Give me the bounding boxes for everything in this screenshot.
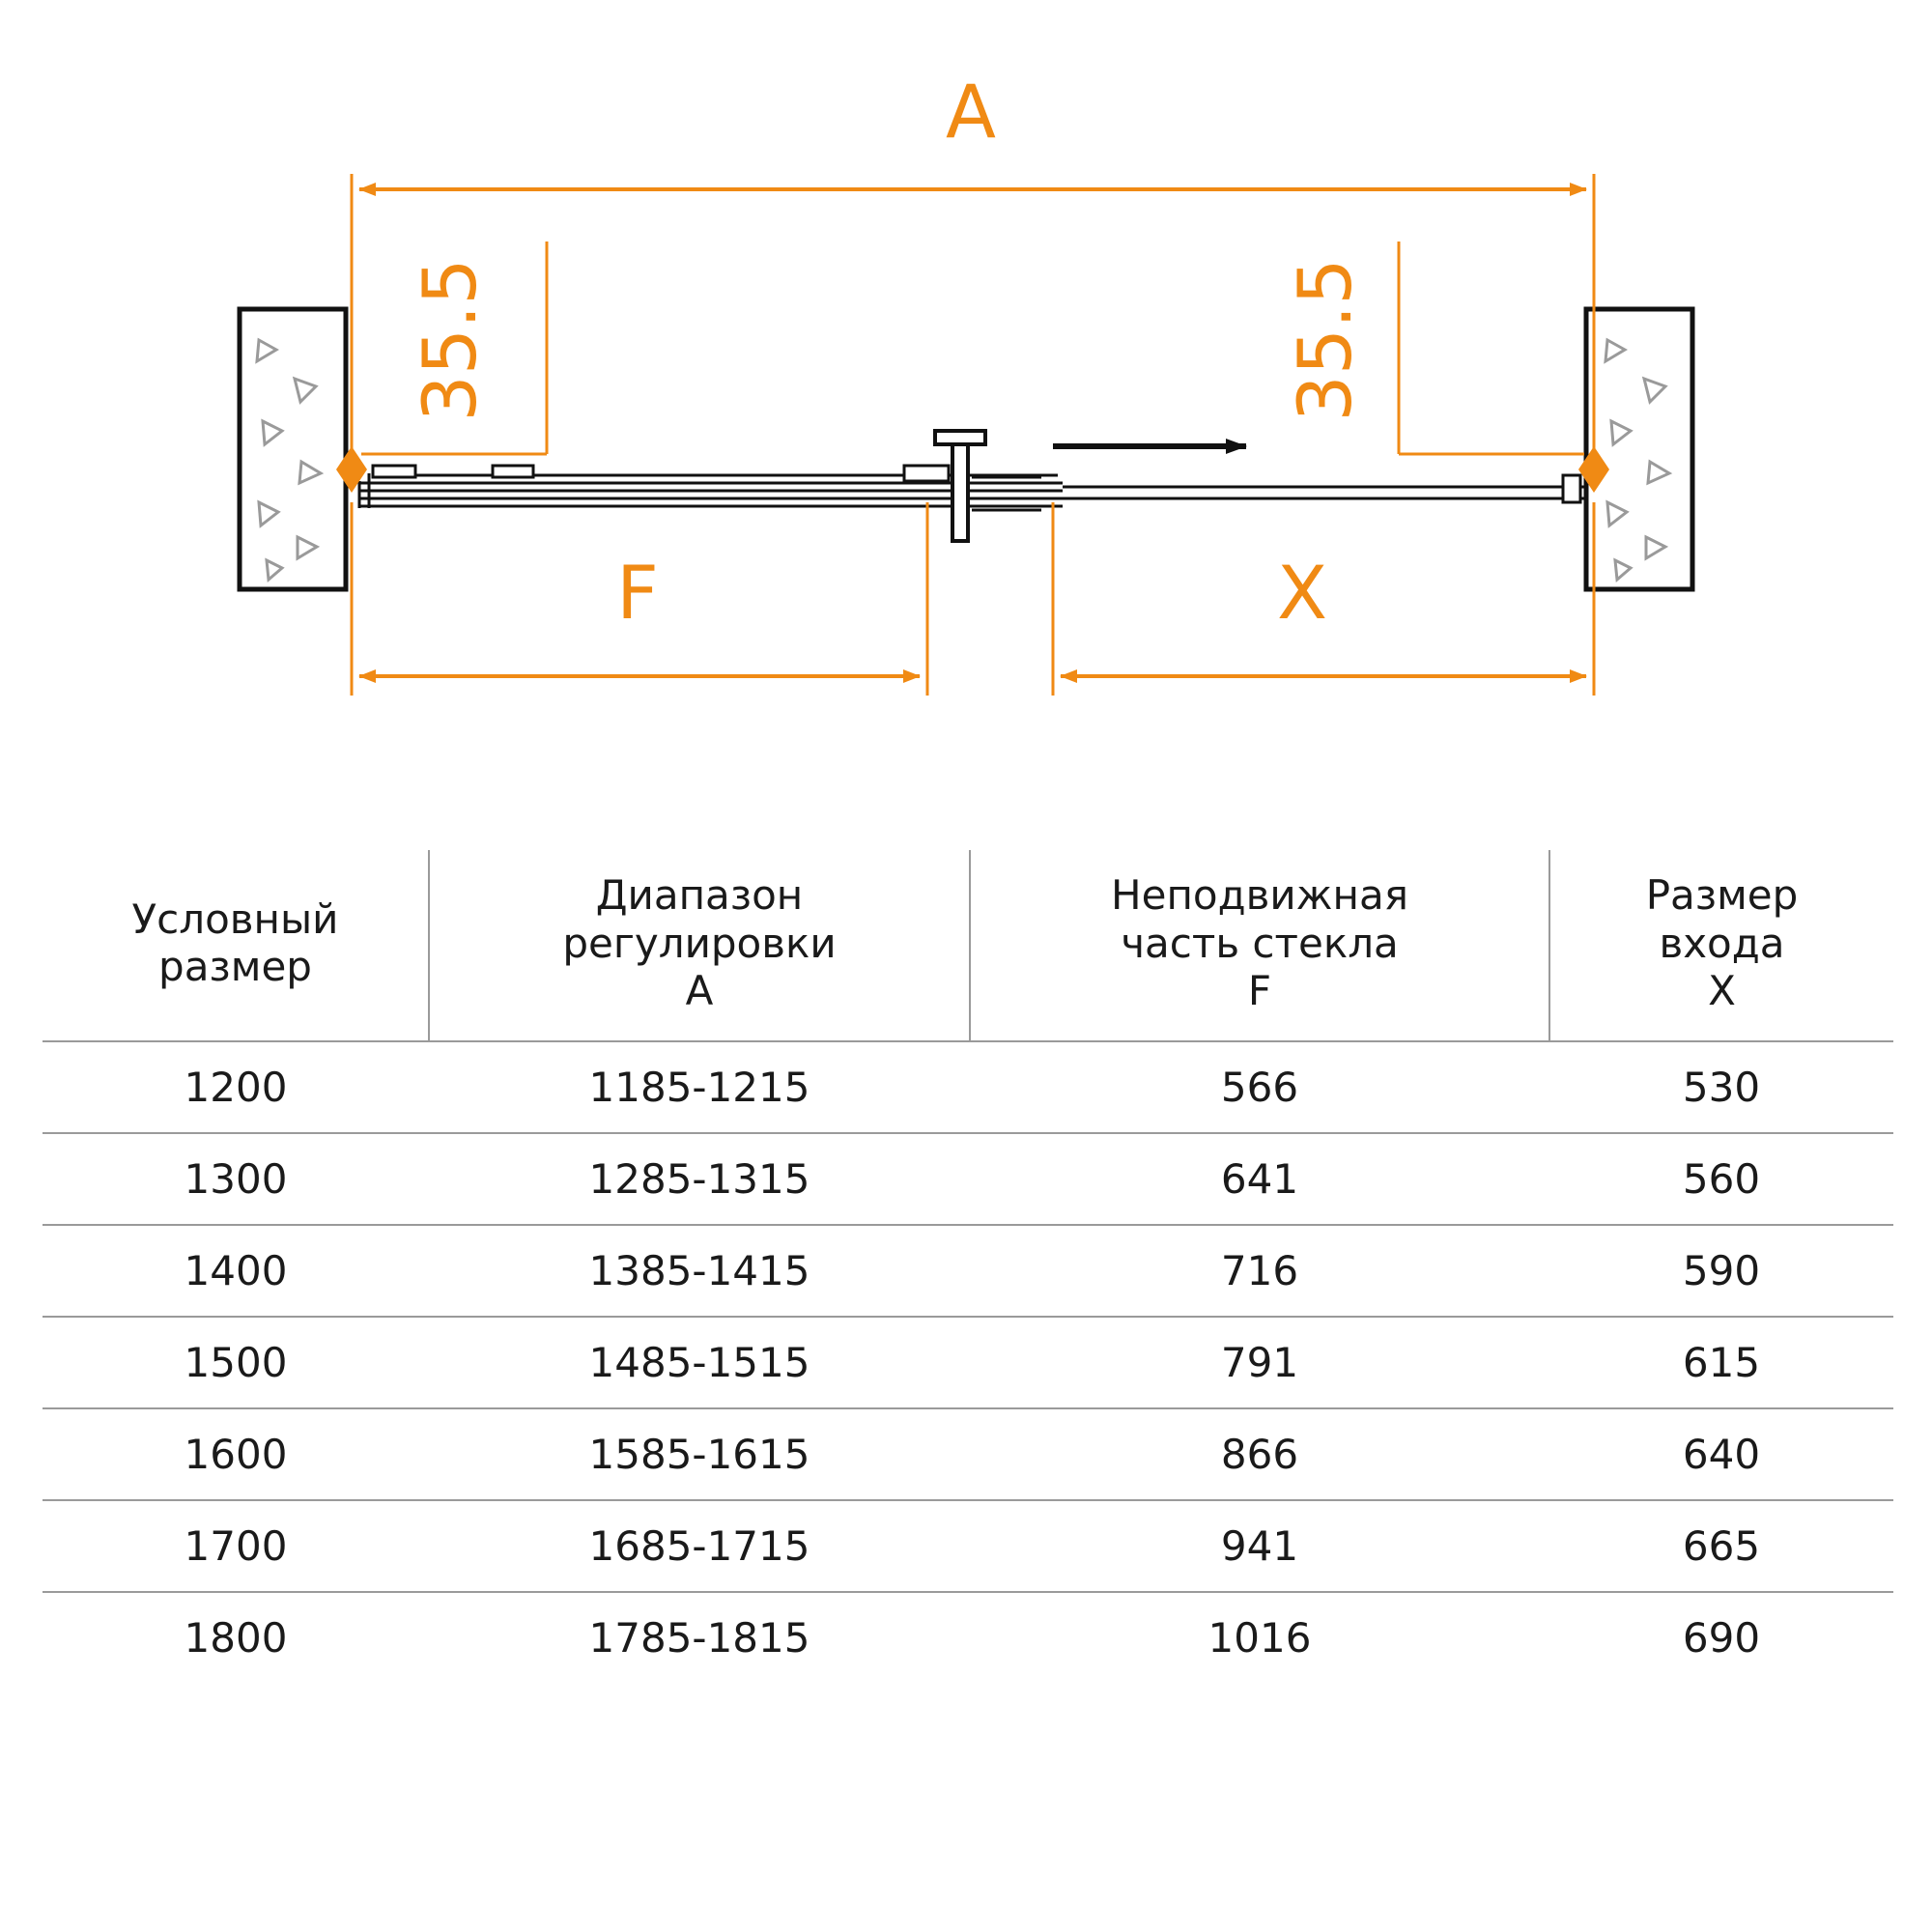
dimension-A-label: A — [946, 69, 996, 155]
header-adjust-range — [429, 850, 970, 1041]
dimension-F — [359, 550, 920, 676]
header-adjust-range-line2: регулировки — [562, 919, 837, 967]
cell-range: 1285-1315 — [429, 1133, 970, 1225]
specs-table — [43, 850, 1893, 1683]
table-row — [43, 1133, 1893, 1225]
cell-size: 1200 — [43, 1041, 429, 1133]
header-nominal-size-line1: Условный — [131, 895, 339, 943]
header-nominal-size — [43, 850, 429, 1041]
cell-entrance: 530 — [1549, 1041, 1893, 1133]
glass-and-rail-assembly — [359, 431, 1588, 541]
cell-range: 1485-1515 — [429, 1317, 970, 1408]
cell-size: 1400 — [43, 1225, 429, 1317]
cell-entrance: 690 — [1682, 1613, 1761, 1662]
dimension-profile-left-label: 35.5 — [407, 258, 493, 422]
table-row — [43, 1500, 1893, 1592]
cell-fixed: 791 — [970, 1317, 1549, 1408]
table-row — [43, 1225, 1893, 1317]
cell-range: 1185-1215 — [429, 1041, 970, 1133]
table-row — [43, 1041, 1893, 1133]
header-entrance-size — [1549, 850, 1893, 1041]
cell-range: 1685-1715 — [429, 1500, 970, 1592]
wall-left — [240, 309, 346, 589]
dimension-profile-right-label: 35.5 — [1282, 258, 1368, 422]
dimension-X — [1061, 550, 1586, 676]
header-fixed-glass-line3: F — [1247, 967, 1272, 1015]
cell-fixed: 716 — [970, 1225, 1549, 1317]
cell-entrance: 560 — [1549, 1133, 1893, 1225]
cell-fixed: 941 — [970, 1500, 1549, 1592]
dimension-profile-left — [336, 258, 493, 493]
cell-fixed: 641 — [970, 1133, 1549, 1225]
wall-right — [1586, 309, 1692, 589]
cell-size: 1300 — [43, 1133, 429, 1225]
table-row — [43, 1408, 1893, 1500]
dimension-profile-right — [1282, 258, 1609, 493]
cell-fixed: 566 — [970, 1041, 1549, 1133]
cell-range: 1385-1415 — [429, 1225, 970, 1317]
cell-range: 1785-1815 — [588, 1613, 810, 1662]
cell-size: 1800 — [184, 1613, 288, 1662]
header-entrance-size-line3: X — [1708, 967, 1736, 1015]
cell-fixed: 1016 — [1208, 1613, 1312, 1662]
cell-size: 1600 — [43, 1408, 429, 1500]
cell-size: 1500 — [43, 1317, 429, 1408]
cell-entrance: 590 — [1549, 1225, 1893, 1317]
header-fixed-glass — [970, 850, 1549, 1041]
cell-entrance: 640 — [1549, 1408, 1893, 1500]
dimension-X-label: X — [1276, 550, 1328, 636]
header-nominal-size-line2: размер — [158, 943, 312, 991]
dimension-F-label: F — [616, 550, 659, 636]
header-adjust-range-line3: A — [685, 967, 714, 1015]
specs-table-body — [43, 1041, 1893, 1683]
cell-fixed: 866 — [970, 1408, 1549, 1500]
table-row — [43, 1592, 1893, 1683]
shower-door-plan-diagram — [0, 0, 1932, 831]
cell-range: 1585-1615 — [429, 1408, 970, 1500]
header-fixed-glass-line2: часть стекла — [1121, 919, 1399, 967]
table-row — [43, 1317, 1893, 1408]
dimension-A — [359, 69, 1586, 189]
specs-table-wrap — [43, 850, 1893, 1683]
cell-size: 1700 — [43, 1500, 429, 1592]
header-adjust-range-line1: Диапазон — [595, 871, 804, 919]
header-entrance-size-line2: входа — [1659, 919, 1785, 967]
header-entrance-size-line1: Размер — [1645, 871, 1799, 919]
cell-entrance: 615 — [1549, 1317, 1893, 1408]
table-header-row — [43, 850, 1893, 1041]
header-fixed-glass-line1: Неподвижная — [1111, 871, 1408, 919]
cell-entrance: 665 — [1549, 1500, 1893, 1592]
